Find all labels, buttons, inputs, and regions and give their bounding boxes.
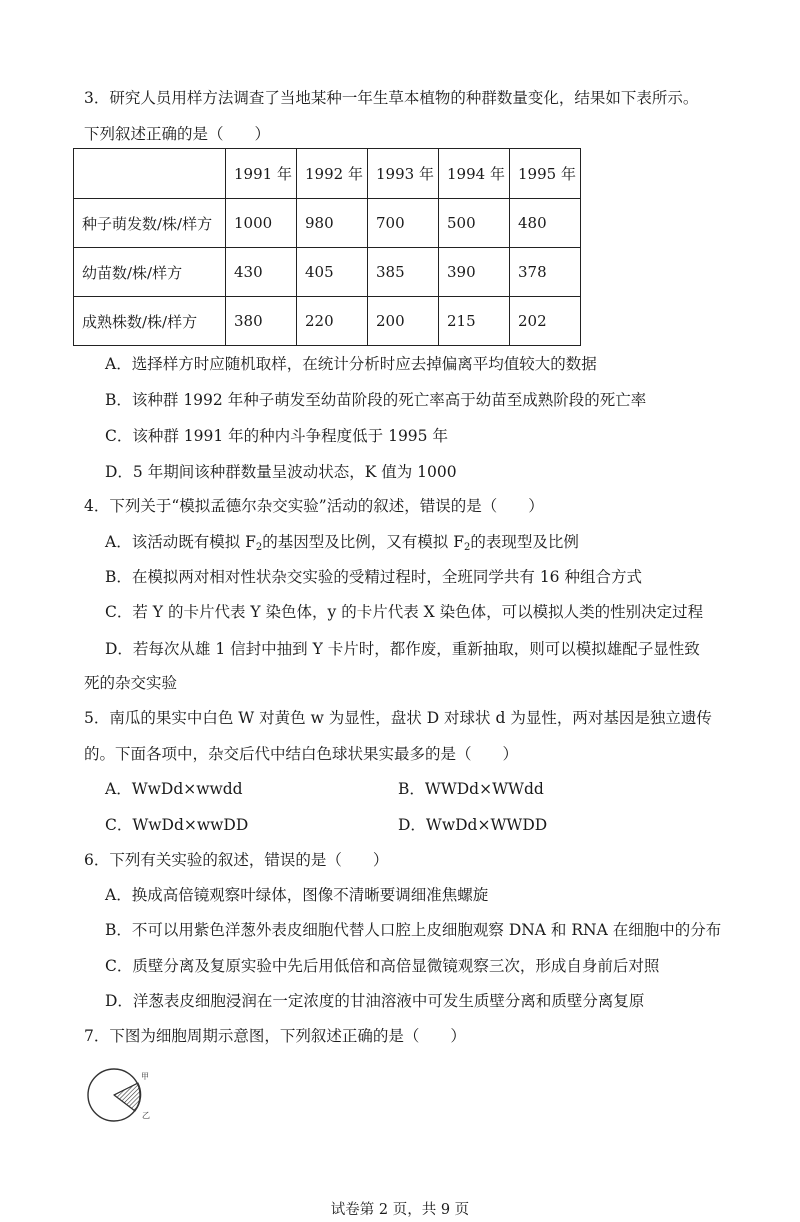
table-cell: 480 [510, 199, 581, 248]
cell-cycle-figure [80, 1066, 158, 1124]
table-cell: 200 [368, 297, 439, 346]
q5-stem-line2: 的。下面各项中，杂交后代中结白色球状果实最多的是（ ） [84, 745, 519, 763]
q5-option-d: D．WwDd×WWDD [398, 816, 548, 834]
table-header-cell: 1991 年 [226, 149, 297, 199]
table-cell: 1000 [226, 199, 297, 248]
table-header-row [74, 149, 581, 199]
q4-option-d-line2: 死的杂交实验 [84, 674, 178, 692]
table-header-cell: 1993 年 [368, 149, 439, 199]
q5-option-b: B．WWDd×WWdd [398, 780, 544, 798]
table-cell: 430 [226, 248, 297, 297]
table-cell: 385 [368, 248, 439, 297]
table-cell: 220 [297, 297, 368, 346]
q3-option-b: B．该种群 1992 年种子萌发至幼苗阶段的死亡率高于幼苗至成熟阶段的死亡率 [105, 391, 647, 409]
table-cell: 378 [510, 248, 581, 297]
q6-stem: 6．下列有关实验的叙述，错误的是（ ） [84, 851, 389, 869]
table-header-cell: 1992 年 [297, 149, 368, 199]
q3-option-a: A．选择样方时应随机取样，在统计分析时应去掉偏离平均值较大的数据 [105, 355, 597, 373]
q4-stem: 4．下列关于“模拟孟德尔杂交实验”活动的叙述，错误的是（ ） [84, 497, 544, 515]
f2-subscript: 2 [463, 542, 471, 553]
table-cell: 980 [297, 199, 368, 248]
q3-data-table [73, 148, 581, 346]
page-footer: 试卷第 2 页，共 9 页 [330, 1202, 470, 1218]
q4-option-a [105, 532, 579, 552]
q4-option-a-part2: 的基因型及比例，又有模拟 F [262, 533, 464, 551]
q6-option-a: A．换成高倍镜观察叶绿体，图像不清晰要调细准焦螺旋 [105, 886, 489, 904]
table-header-cell: 1995 年 [510, 149, 581, 199]
table-header-cell: 1994 年 [439, 149, 510, 199]
label-jia: 甲 [141, 1072, 149, 1081]
label-yi: 乙 [142, 1111, 150, 1120]
q6-option-d: D．洋葱表皮细胞浸润在一定浓度的甘油溶液中可发生质壁分离和质壁分离复原 [105, 992, 645, 1010]
table-row [74, 297, 581, 346]
q4-option-a-part3: 的表现型及比例 [470, 533, 579, 551]
table-cell: 405 [297, 248, 368, 297]
q5-option-c: C．WwDd×wwDD [105, 816, 249, 834]
table-cell: 500 [439, 199, 510, 248]
table-row-label: 幼苗数/株/样方 [74, 248, 226, 297]
q6-option-c: C．质壁分离及复原实验中先后用低倍和高倍显微镜观察三次，形成自身前后对照 [105, 957, 660, 975]
table-cell: 380 [226, 297, 297, 346]
table-row [74, 199, 581, 248]
q4-option-d-line1: D．若每次从雄 1 信封中抽到 Y 卡片时，都作废，重新抽取，则可以模拟雄配子显性致 [105, 640, 700, 658]
q3-stem-line2: 下列叙述正确的是（ ） [84, 125, 271, 143]
q3-option-d: D．5 年期间该种群数量呈波动状态，K 值为 1000 [105, 463, 457, 481]
cell-cycle-hatched-sector [114, 1083, 141, 1111]
q4-option-a-part1: A．该活动既有模拟 F [105, 533, 256, 551]
table-row-label: 种子萌发数/株/样方 [74, 199, 226, 248]
q4-option-b: B．在模拟两对相对性状杂交实验的受精过程时，全班同学共有 16 种组合方式 [105, 568, 642, 586]
table-cell: 202 [510, 297, 581, 346]
q7-stem: 7．下图为细胞周期示意图，下列叙述正确的是（ ） [84, 1027, 466, 1045]
q3-stem-line1: 3．研究人员用样方法调查了当地某种一年生草本植物的种群数量变化，结果如下表所示。 [84, 89, 699, 107]
f2-subscript: 2 [255, 542, 263, 553]
q5-stem-line1: 5．南瓜的果实中白色 W 对黄色 w 为显性，盘状 D 对球状 d 为显性，两对基因是独立遗传 [84, 709, 712, 727]
table-row-label: 成熟株数/株/样方 [74, 297, 226, 346]
q6-option-b: B．不可以用紫色洋葱外表皮细胞代替人口腔上皮细胞观察 DNA 和 RNA 在细胞中的分布 [105, 921, 722, 939]
table-cell: 390 [439, 248, 510, 297]
table-row [74, 248, 581, 297]
table-cell: 215 [439, 297, 510, 346]
table-cell: 700 [368, 199, 439, 248]
q3-option-c: C．该种群 1991 年的种内斗争程度低于 1995 年 [105, 427, 448, 445]
q4-option-c: C．若 Y 的卡片代表 Y 染色体，y 的卡片代表 X 染色体，可以模拟人类的性别决定过程 [105, 603, 704, 621]
q5-option-a: A．WwDd×wwdd [105, 780, 243, 798]
table-header-cell [74, 149, 226, 199]
